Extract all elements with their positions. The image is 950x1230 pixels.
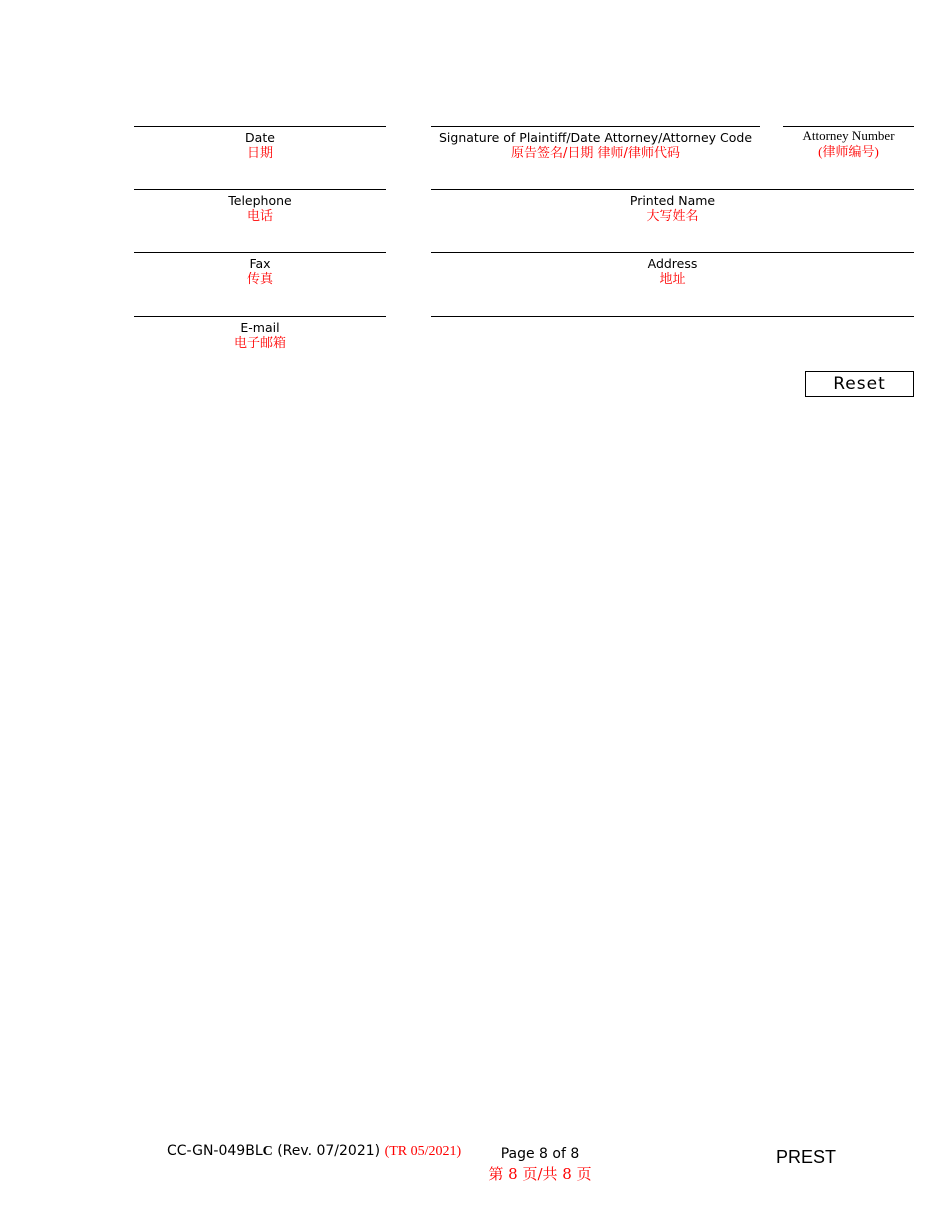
address-field[interactable] xyxy=(431,252,914,313)
address-line-2[interactable] xyxy=(431,316,914,337)
page-label: Page 8 of 8 xyxy=(500,1146,580,1162)
email-translation: 电子邮箱 xyxy=(233,336,286,351)
email-field[interactable] xyxy=(134,316,386,357)
prest-label: PREST xyxy=(776,1147,837,1167)
translation-revision: (TR 05/2021) xyxy=(384,1144,462,1159)
signature-translation: 原告签名/日期 律师/律师代码 xyxy=(511,146,680,161)
fax-field[interactable] xyxy=(134,252,386,313)
telephone-label: Telephone xyxy=(228,193,292,208)
address-label: Address xyxy=(647,256,698,271)
page-translation: 第 8 页/共 8 页 xyxy=(488,1165,592,1183)
form-code xyxy=(167,1143,461,1160)
fax-translation: 传真 xyxy=(246,272,273,287)
printed-name-label: Printed Name xyxy=(629,193,716,208)
form-code-id: CC-GN-049BL xyxy=(167,1143,263,1159)
reset-button[interactable]: Reset xyxy=(805,371,914,397)
date-field[interactable] xyxy=(134,126,386,187)
telephone-translation: 电话 xyxy=(246,209,273,224)
page-number xyxy=(470,1144,610,1184)
email-label: E-mail xyxy=(240,320,280,335)
printed-name-translation: 大写姓名 xyxy=(646,209,699,224)
signature-field[interactable] xyxy=(431,126,760,187)
telephone-field[interactable] xyxy=(134,189,386,250)
signature-label: Signature of Plaintiff/Date Attorney/Attorney Code xyxy=(438,130,753,145)
date-label: Date xyxy=(245,130,275,145)
attorney-number-label: Attorney Number xyxy=(802,128,895,143)
printed-name-field[interactable] xyxy=(431,189,914,250)
fax-label: Fax xyxy=(249,256,271,271)
attorney-number-translation: (律师编号) xyxy=(818,144,879,159)
address-translation: 地址 xyxy=(659,272,686,287)
form-code-suffix: C xyxy=(262,1144,273,1159)
form-revision: (Rev. 07/2021) xyxy=(277,1143,381,1159)
date-translation: 日期 xyxy=(246,146,273,161)
attorney-number-field[interactable] xyxy=(783,126,914,187)
